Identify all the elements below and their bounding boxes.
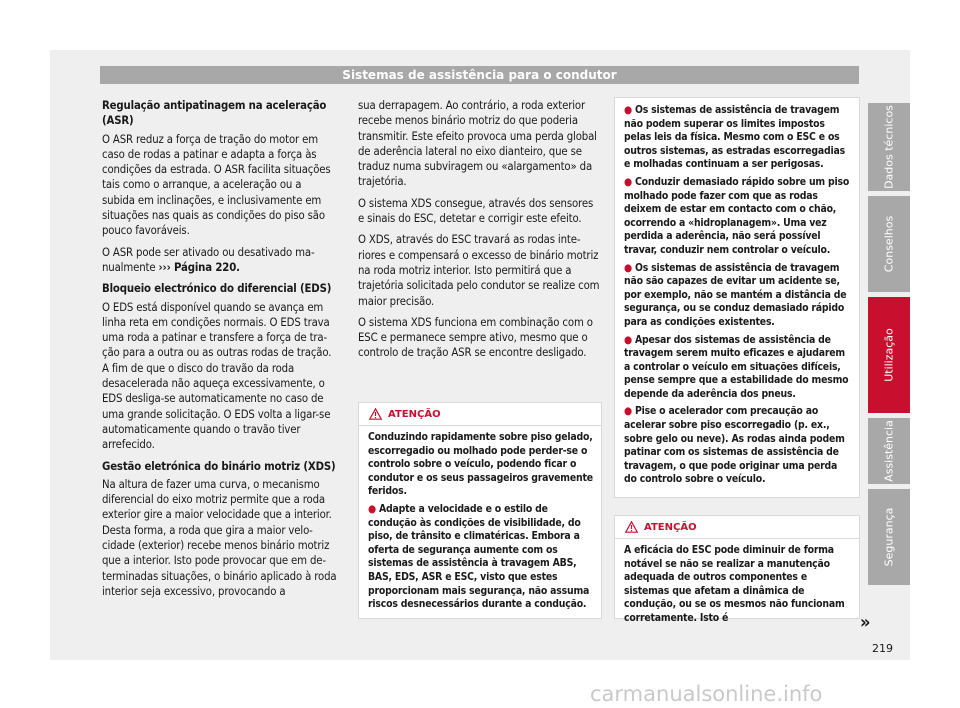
warning-bullet-text: Adapte a velocidade e o estilo de condução às condições de visibilidade, do piso, de trânsito e climatéricas. Embora a oferta de segurança aumente com os sistemas de assistência à travagem ABS, BAS, EDS, ASR e ESC, visto que estes proporcionam mais segurança, não assuma riscos desnecessários durante a condução. — [368, 502, 590, 611]
warning-header — [615, 516, 859, 539]
page-number: 219 — [872, 642, 893, 655]
section-header — [100, 66, 859, 84]
warning-bullet-text: Conduzir demasiado rápido sobre um piso molhado pode fazer com que as rodas deixem de estar em contacto com o chão, ocorrendo a «hidroplanagem». Uma vez perdida a aderência, não será possível travar, conduzir nem controlar o veículo. — [624, 175, 850, 256]
warning-body — [615, 98, 859, 497]
paragraph-xds-cont: sua derrapagem. Ao contrário, a roda exterior recebe menos binário motriz do que poderia transmitir. Este efeito provoca uma perda global de aderência lateral no eixo dianteiro, que se traduz numa subviragem ou «alargamento» da trajetória. — [358, 99, 597, 189]
tab-label: Dados técnicos — [882, 105, 896, 189]
tab-seguranca[interactable] — [868, 489, 910, 585]
bullet-icon: ● — [368, 502, 376, 515]
warning-label: ATENÇÃO — [388, 408, 441, 420]
warning-bullet-text: Apesar dos sistemas de assistência de travagem serem muito eficazes e ajudarem a controlar o veículo em situações difíceis, pense sempre que a estabilidade do mesmo depende da aderência dos pneus. — [624, 333, 849, 400]
warning-bullet — [624, 104, 851, 172]
warning-box-1 — [358, 402, 602, 619]
tab-utilizacao[interactable] — [868, 297, 910, 413]
warning-box-2 — [614, 97, 860, 498]
heading-eds: Bloqueio electrónico do diferencial (EDS) — [102, 282, 332, 296]
warning-bullet-text: Pise o acelerador com precaução ao acelerar sobre piso escorregadio (p. ex., sobre gelo ou neve). As rodas ainda podem patinar com os sistemas de assistência de travagem, o que pode originar uma perda do controlo sobre o veículo. — [624, 405, 845, 486]
warning-header — [359, 403, 601, 426]
heading-asr: Regulação antipatinagem na aceleração (ASR) — [102, 99, 327, 128]
warning-bullet — [368, 503, 593, 612]
tab-dados-tecnicos[interactable] — [868, 103, 910, 191]
bullet-icon: ● — [624, 333, 632, 346]
section-title: Sistemas de assistência para o condutor — [342, 68, 617, 82]
warning-bullet — [624, 176, 851, 258]
warning-bullet — [624, 334, 851, 402]
warning-body — [615, 539, 859, 636]
warning-triangle-icon — [625, 521, 638, 533]
watermark: carmanualsonline.info — [590, 682, 823, 706]
column-left — [102, 98, 337, 605]
bullet-icon: ● — [624, 405, 632, 418]
tab-label: Conselhos — [882, 215, 896, 273]
warning-label: ATENÇÃO — [644, 521, 697, 533]
column-middle — [358, 98, 602, 367]
warning-body — [359, 426, 601, 622]
paragraph-xds: Na altura de fazer uma curva, o mecanismo diferencial do eixo motriz permite que a roda exterior gire a maior velocidade que a interior. Desta forma, a roda que gira a maior velocidade (exterior) recebe menos binário motriz que a interior. Isto pode provocar que em determinadas situações, o binário aplicado à roda interior seja excessivo, provocando a — [102, 477, 337, 598]
heading-xds: Gestão eletrónica do binário motriz (XDS) — [102, 459, 336, 473]
tab-label: Utilização — [882, 328, 896, 382]
page-reference-link[interactable]: ››› Página 220. — [158, 260, 240, 274]
bullet-icon: ● — [624, 175, 632, 188]
warning-text: Conduzindo rapidamente sobre piso gelado, escorregadio ou molhado pode perder-se o controlo sobre o veículo, podendo ficar o condutor e os seus passageiros gravemente feridos. — [368, 431, 593, 498]
tab-conselhos[interactable] — [868, 196, 910, 292]
bullet-icon: ● — [624, 261, 632, 274]
warning-bullet — [624, 405, 851, 487]
continue-arrow-icon: » — [860, 612, 871, 633]
tab-label: Segurança — [882, 507, 896, 567]
paragraph-asr: O ASR reduz a força de tração do motor em caso de rodas a patinar e adapta a força às condições da estrada. O ASR facilita situações tais como o arranque, a aceleração ou a subida em inclinações, e inclusivamente em situações nas quais as condições do piso são pouco favoráveis. — [102, 132, 331, 238]
paragraph-xds-sensors: O sistema XDS consegue, através dos sensores e sinais do ESC, detetar e corrigir este efeito. — [358, 196, 594, 226]
warning-box-3 — [614, 515, 860, 624]
warning-text: A eficácia do ESC pode diminuir de forma notável se não se realizar a manutenção adequada de outros componentes e sistemas que afetam a dinâmica de condução, ou se os mesmos não funcionam corretamente. Isto é — [624, 544, 845, 624]
paragraph-asr-toggle-text: O ASR pode ser ativado ou desativado manualmente — [102, 245, 315, 274]
paragraph-xds-esc: O sistema XDS funciona em combinação com o ESC e permanece sempre ativo, mesmo que o controlo de tração ASR se encontre desligado. — [358, 315, 593, 360]
paragraph-eds: O EDS está disponível quando se avança em linha reta em condições normais. O EDS trava uma roda a patinar e transfere a força de tração para a outra ou as outras rodas de tração. A fim de que o disco do travão da roda desacelerada não aqueça excessivamente, o EDS desliga-se automaticamente no caso de uma grande solicitação. O EDS volta a ligar-se automaticamente quando o travão tiver arrefecido. — [102, 300, 332, 452]
tab-label: Assistência — [882, 420, 896, 482]
warning-bullet-text: Os sistemas de assistência de travagem não podem superar os limites impostos pelas leis da física. Mesmo com o ESC e os outros sistemas, as estradas escorregadias e molhadas continuam a ser perigosas. — [624, 104, 846, 171]
paragraph-asr-toggle — [102, 245, 337, 276]
warning-bullet — [624, 262, 851, 330]
paragraph-xds-brake: O XDS, através do ESC travará as rodas interiores e compensará o excesso de binário motriz na roda motriz interior. Isto permitirá que a trajetória solicitada pelo condutor se realize com maior precisão. — [358, 233, 600, 308]
warning-triangle-icon — [369, 408, 382, 420]
warning-bullet-text: Os sistemas de assistência de travagem não são capazes de evitar um acidente se, por exemplo, não se mantém a distância de segurança, ou se conduz demasiado rápido para as condições existentes. — [624, 261, 847, 328]
bullet-icon: ● — [624, 104, 632, 116]
tab-assistencia[interactable] — [868, 418, 910, 484]
